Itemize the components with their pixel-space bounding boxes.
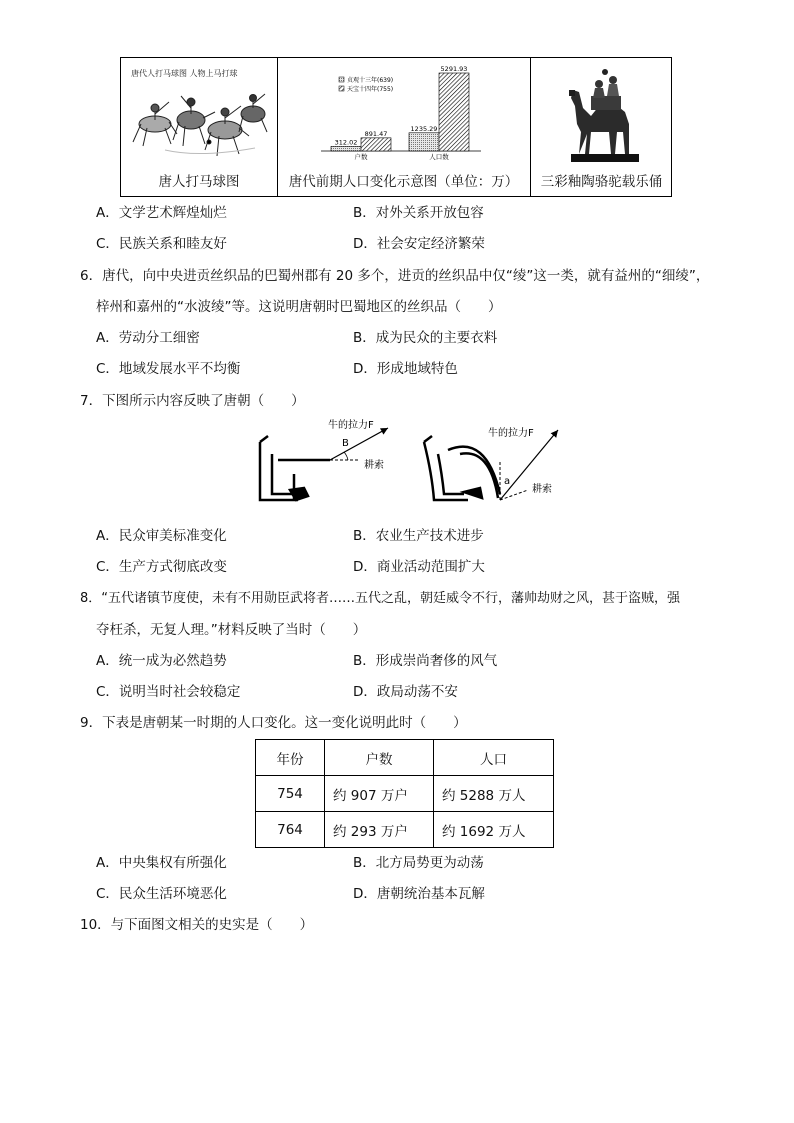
q6-stem-line2: 梓州和嘉州的“水波绫”等。这说明唐朝时巴蜀地区的丝织品（ ） <box>96 299 502 315</box>
q7-option-b[interactable]: B．农业生产技术进步 <box>353 528 484 544</box>
chart-bar <box>331 146 361 151</box>
cell-population: 约 1692 万人 <box>434 812 554 848</box>
chart-category-label: 人口数 <box>429 153 449 161</box>
image-table <box>120 57 672 197</box>
q8-stem-line2: 夺枉杀，无复人理。”材料反映了当时（ ） <box>96 622 367 638</box>
chart-bar <box>439 73 469 151</box>
q8-option-c[interactable]: C．说明当时社会较稳定 <box>96 684 241 700</box>
q10-stem: 10．与下面图文相关的史实是（ ） <box>80 917 314 933</box>
q9-option-a[interactable]: A．中央集权有所强化 <box>96 855 227 871</box>
population-bar-chart <box>281 62 527 166</box>
chart-bar <box>361 138 391 151</box>
q8-option-d[interactable]: D．政局动荡不安 <box>353 684 458 700</box>
pull-label-right: 牛的拉力F <box>488 428 534 439</box>
plow-diagram <box>238 414 588 514</box>
rope-label-left: 耕索 <box>364 460 384 471</box>
chart-caption: 唐代前期人口变化示意图（单位：万） <box>288 174 519 190</box>
chart-category-label: 户数 <box>354 153 368 161</box>
q6-option-a[interactable]: A．劳动分工细密 <box>96 330 200 346</box>
q9-option-c[interactable]: C．民众生活环境恶化 <box>96 886 227 902</box>
q9-option-b[interactable]: B．北方局势更为动荡 <box>353 855 484 871</box>
camel-caption: 三彩釉陶骆驼载乐俑 <box>540 174 663 190</box>
chart-data-label: 5291.93 <box>440 65 468 73</box>
population-table <box>255 739 554 848</box>
curved-beam-plow <box>424 436 500 500</box>
q5-option-c[interactable]: C．民族关系和睦友好 <box>96 236 227 252</box>
q7-option-c[interactable]: C．生产方式彻底改变 <box>96 559 227 575</box>
table-row <box>256 812 554 848</box>
q5-option-b[interactable]: B．对外关系开放包容 <box>353 205 484 221</box>
q8-option-a[interactable]: A．统一成为必然趋势 <box>96 653 227 669</box>
chart-data-label: 891.47 <box>364 129 388 138</box>
rope-label-right: 耕索 <box>532 484 552 495</box>
cell-population: 约 5288 万人 <box>434 776 554 812</box>
header-year: 年份 <box>256 740 325 776</box>
cell-year: 764 <box>256 812 325 848</box>
chart-legend <box>339 76 393 93</box>
q9-stem: 9．下表是唐朝某一时期的人口变化。这一变化说明此时（ ） <box>80 715 467 731</box>
q9-option-d[interactable]: D．唐朝统治基本瓦解 <box>353 886 485 902</box>
q5-option-a[interactable]: A．文学艺术辉煌灿烂 <box>96 205 227 221</box>
q6-stem-line1: 6．唐代，向中央进贡丝织品的巴蜀州郡有 20 多个，进贡的丝织品中仅“绫”这一类，就有益州的“细绫”， <box>80 268 710 284</box>
legend-label: 天宝十四年(755) <box>347 86 394 93</box>
pull-label-left: 牛的拉力F <box>328 420 374 431</box>
chart-data-label: 312.02 <box>334 138 358 147</box>
q6-option-d[interactable]: D．形成地域特色 <box>353 361 458 377</box>
q5-option-d[interactable]: D．社会安定经济繁荣 <box>353 236 485 252</box>
q7-option-a[interactable]: A．民众审美标准变化 <box>96 528 227 544</box>
q6-option-c[interactable]: C．地域发展水平不均衡 <box>96 361 241 377</box>
painting-inscription: 唐代人打马球图 人物上马打球 <box>131 69 238 78</box>
header-households: 户数 <box>325 740 434 776</box>
angle-b-label: B <box>342 438 349 449</box>
camel-figurine <box>545 62 665 166</box>
table-header-row <box>256 740 554 776</box>
cell-households: 约 293 万户 <box>325 812 434 848</box>
chart-data-label: 1235.29 <box>410 124 438 133</box>
straight-beam-plow <box>260 436 330 500</box>
q8-option-b[interactable]: B．形成崇尚奢侈的风气 <box>353 653 498 669</box>
q7-stem: 7．下图所示内容反映了唐朝（ ） <box>80 393 305 409</box>
cell-households: 约 907 万户 <box>325 776 434 812</box>
q8-stem-line1: 8．“五代诸镇节度使，未有不用勋臣武将者……五代之乱，朝廷威令不行，藩帅劫财之风，甚于盗贼，强 <box>80 591 681 606</box>
polo-caption: 唐人打马球图 <box>158 174 240 190</box>
q6-option-b[interactable]: B．成为民众的主要衣料 <box>353 330 498 346</box>
chart-bar <box>409 133 439 151</box>
legend-label: 贞观十三年(639) <box>347 77 394 84</box>
angle-a-label: a <box>504 476 511 487</box>
header-population: 人口 <box>434 740 554 776</box>
legend-swatch <box>339 86 344 91</box>
polo-painting <box>125 62 275 164</box>
cell-year: 754 <box>256 776 325 812</box>
table-row <box>256 776 554 812</box>
legend-swatch <box>339 77 344 82</box>
q7-option-d[interactable]: D．商业活动范围扩大 <box>353 559 485 575</box>
